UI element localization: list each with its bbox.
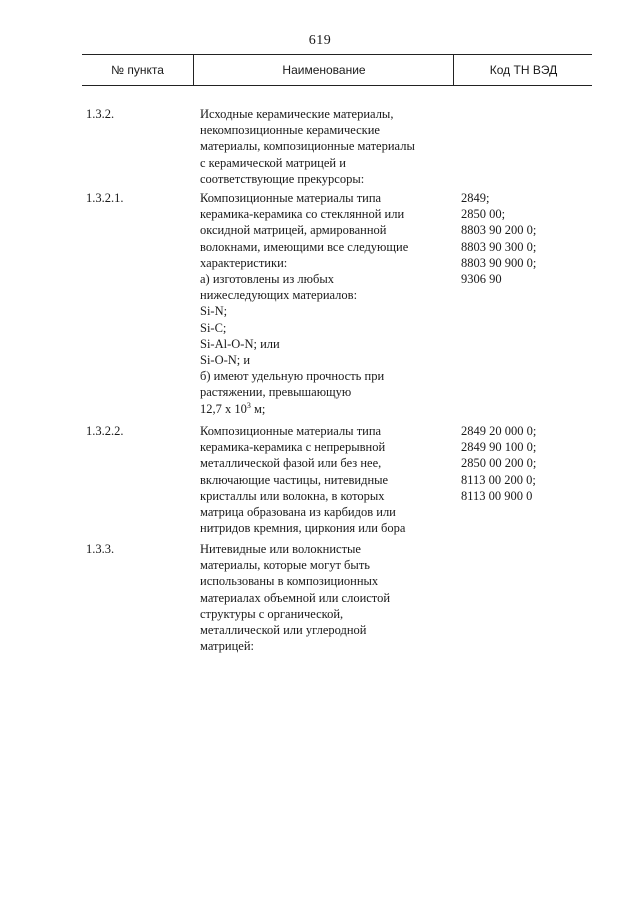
name-line: включающие частицы, нитевидные	[200, 472, 389, 487]
code-line: 2849;	[461, 191, 490, 205]
name-line: металлической фазой или без нее,	[200, 456, 382, 471]
name-line: некомпозиционные керамические	[200, 123, 380, 138]
item-name	[200, 423, 445, 536]
name-line: с керамической матрицей и	[200, 155, 346, 170]
code-line: 8803 90 200 0;	[461, 223, 537, 238]
name-line: материалах объемной или слоистой	[200, 590, 391, 605]
code-line: 9306 90	[461, 272, 502, 287]
name-line: материалы, которые могут быть	[200, 558, 370, 573]
name-line: а) изготовлены из любых	[200, 272, 334, 287]
item-number: 1.3.2.2.	[86, 424, 124, 438]
name-line: растяжении, превышающую	[200, 385, 352, 400]
name-line: кристаллы или волокна, в которых	[200, 488, 385, 503]
name-line: матрицей:	[200, 639, 255, 654]
page-number: 619	[308, 33, 332, 48]
name-line: Композиционные материалы типа	[200, 424, 382, 438]
strength-exponent: 3	[246, 400, 251, 410]
item-name	[200, 190, 445, 417]
name-line: использованы в композиционных	[200, 574, 379, 589]
code-line: 2849 90 100 0;	[461, 440, 537, 455]
name-line: Si-N;	[200, 304, 228, 319]
code-line: 2849 20 000 0;	[461, 424, 537, 438]
header-name: Наименование	[193, 55, 454, 85]
name-line: характеристики:	[200, 255, 288, 270]
code-line: 2850 00 200 0;	[461, 456, 537, 471]
name-line: Si-C;	[200, 320, 227, 335]
code-line: 8113 00 200 0;	[461, 472, 536, 487]
item-number: 1.3.2.1.	[86, 191, 124, 205]
strength-value: 12,7 х 10	[200, 401, 247, 416]
code-line: 8803 90 300 0;	[461, 239, 537, 254]
name-line: керамика-керамика со стеклянной или	[200, 207, 405, 222]
name-line: соответствующие прекурсоры:	[200, 171, 365, 186]
name-line: материалы, композиционные материалы	[200, 139, 415, 154]
header-item-number: № пункта	[111, 63, 164, 77]
item-name	[200, 106, 445, 187]
header-code: Код ТН ВЭД	[453, 55, 593, 85]
name-line: нитридов кремния, циркония или бора	[200, 521, 406, 536]
name-line: матрица образована из карбидов или	[200, 505, 396, 520]
name-line: керамика-керамика с непрерывной	[200, 440, 386, 455]
code-line: 2850 00;	[461, 207, 506, 222]
name-line: структуры с органической,	[200, 606, 344, 621]
name-line: Si-O-N; и	[200, 353, 251, 368]
item-codes	[461, 190, 581, 287]
table-header	[82, 54, 592, 86]
code-line: 8113 00 900 0	[461, 488, 533, 503]
name-line: металлической или углеродной	[200, 623, 367, 638]
item-number: 1.3.2.	[86, 107, 115, 121]
item-number: 1.3.3.	[86, 542, 115, 556]
name-line: Нитевидные или волокнистые	[200, 542, 361, 556]
name-line: б) имеют удельную прочность при	[200, 369, 385, 384]
name-line: волокнами, имеющими все следующие	[200, 239, 409, 254]
item-name	[200, 541, 445, 654]
name-line: нижеследующих материалов:	[200, 288, 358, 303]
strength-unit: м;	[250, 401, 266, 416]
item-codes	[461, 423, 581, 504]
strength-value-line	[200, 401, 445, 417]
name-line: Композиционные материалы типа	[200, 191, 382, 205]
code-line: 8803 90 900 0;	[461, 255, 537, 270]
name-line: Исходные керамические материалы,	[200, 107, 394, 121]
name-line: Si-Al-O-N; или	[200, 336, 280, 351]
name-line: оксидной матрицей, армированной	[200, 223, 387, 238]
